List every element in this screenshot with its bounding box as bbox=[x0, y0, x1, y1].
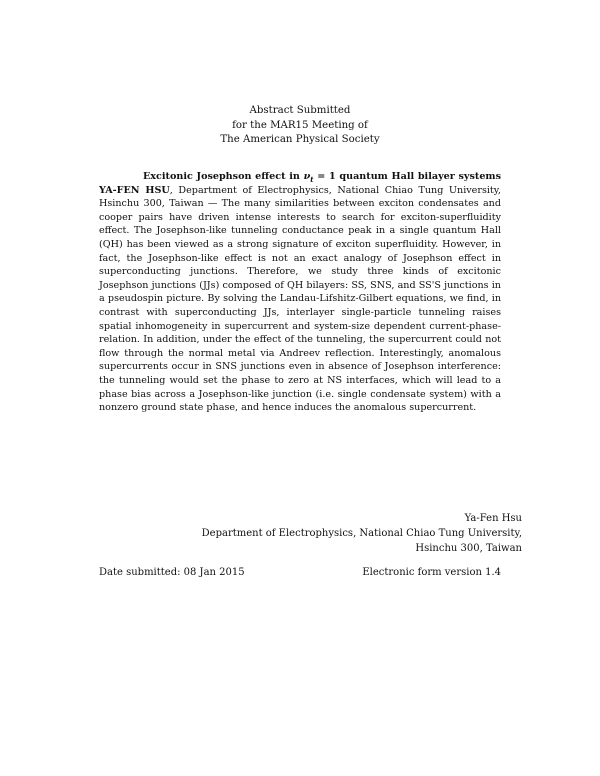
abstract-title bbox=[143, 171, 501, 182]
abstract-title-prefix: Excitonic Josephson effect in bbox=[143, 171, 304, 182]
abstract-affiliation: , Department of Electrophysics, National Chiao Tung University, Hsinchu 300, Taiwan — bbox=[99, 184, 501, 210]
signature-location: Hsinchu 300, Taiwan bbox=[415, 543, 522, 554]
abstract-body: The many similarities between exciton condensates and cooper pairs have driven intense interests to search for exciton-superfluidity effect. The Josephson-like tunneling conductance peak in a single quantum Hall (QH) has been viewed as a strong signature of exciton superfluidity. However, in fact, the Josephson-like effect is not an exact analogy of Josephson effect in superconducting junctions. Therefore, we study three kinds of excitonic Josephson junctions (JJs) composed of QH bilayers: SS, SNS, and SS'S junctions in a pseudospin picture. By solving the Landau-Lifshitz-Gilbert equations, we find, in contrast with superconducting JJs, interlayer single-particle tunneling raises spatial inhomogeneity in supercurrent and system-size dependent current-phase-relation. In addition, under the effect of the tunneling, the supercurrent could not flow through the normal metal via Andreev reflection. Interestingly, anomalous supercurrents occur in SNS junctions even in absence of Josephson interference: the tunneling would set the phase to zero at NS interfaces, which will lead to a phase bias across a Josephson-like junction (i.e. single condensate system) with a nonzero ground state phase, and hence induces the anomalous supercurrent. bbox=[99, 198, 501, 414]
abstract-paragraph bbox=[99, 170, 501, 415]
header-line-meeting: for the MAR15 Meeting of bbox=[232, 119, 368, 131]
signature-name: Ya-Fen Hsu bbox=[464, 513, 522, 524]
title-math-nu bbox=[304, 171, 314, 182]
header-line-abstract-submitted: Abstract Submitted bbox=[249, 105, 351, 116]
date-submitted: Date submitted: 08 Jan 2015 bbox=[99, 567, 245, 578]
signature-department: Department of Electrophysics, National Chiao Tung University, bbox=[201, 528, 522, 539]
title-math-subscript: t bbox=[310, 174, 314, 184]
document-footer bbox=[99, 566, 501, 580]
author-signature-block bbox=[202, 511, 522, 556]
abstract-authors: YA-FEN HSU bbox=[99, 184, 170, 196]
title-math-variable: ν bbox=[303, 171, 311, 182]
submission-header bbox=[0, 104, 600, 148]
header-line-society: The American Physical Society bbox=[220, 134, 380, 145]
abstract-title-suffix: quantum Hall bilayer systems bbox=[335, 171, 501, 182]
form-version: Electronic form version 1.4 bbox=[362, 567, 501, 578]
title-math-equals: = 1 bbox=[313, 171, 336, 182]
